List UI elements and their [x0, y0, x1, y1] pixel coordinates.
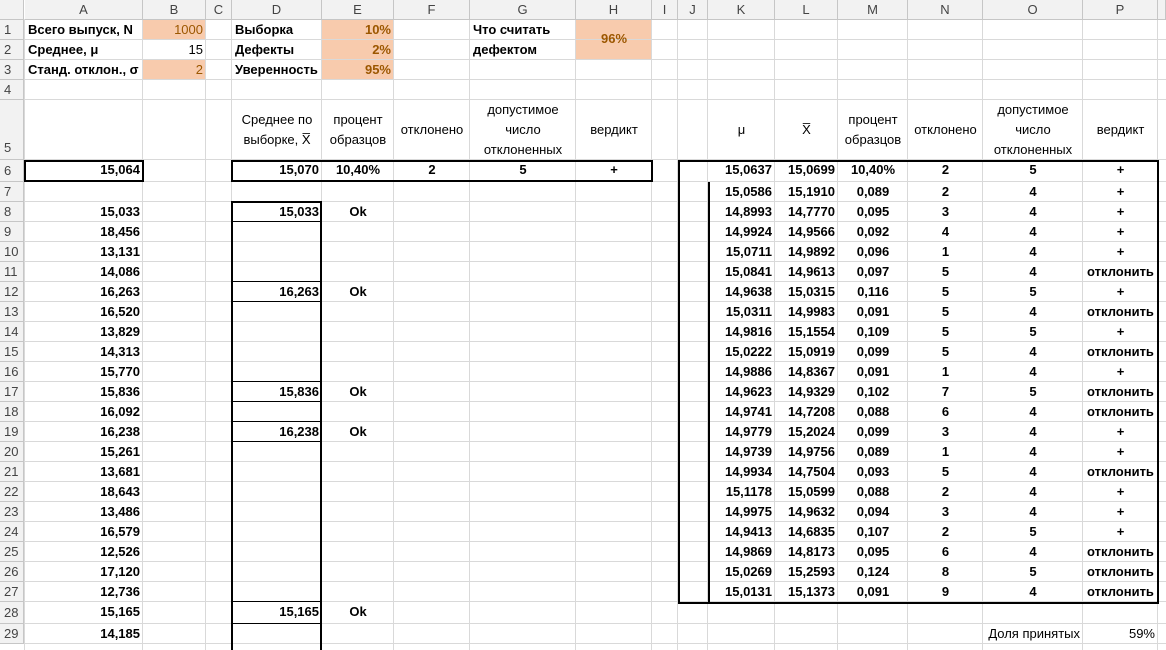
sample-border-bottom [231, 221, 322, 222]
sim-xbar-cell[interactable]: 14,9632 [788, 504, 835, 519]
header-rejected: отклонено [400, 122, 464, 137]
sim-percent-cell[interactable]: 0,099 [856, 344, 890, 359]
row-header-14[interactable]: 14 [0, 322, 24, 342]
measurement-cell[interactable]: 15,165 [100, 604, 140, 619]
sim-verdict-cell[interactable]: + [1116, 284, 1125, 299]
header-sample-percent [322, 110, 394, 150]
param-sigma-label: Станд. отклон., σ [28, 62, 139, 77]
sim-verdict-cell[interactable]: отклонить [1087, 544, 1154, 559]
sample-right-border [320, 202, 322, 650]
header-mu: μ [737, 122, 746, 137]
share-accepted-label: Доля принятых [988, 626, 1080, 641]
sim-xbar-cell[interactable]: 14,9329 [788, 384, 835, 399]
sim-xbar-cell[interactable]: 14,9756 [788, 444, 835, 459]
column-header-h[interactable]: H [576, 0, 652, 20]
sim-mu-cell[interactable]: 14,9924 [725, 224, 772, 239]
param-confidence-label: Уверенность [235, 62, 318, 77]
header-allowed-line2: число [505, 122, 541, 137]
sim-allowed-cell[interactable]: 4 [1029, 224, 1037, 239]
defect-question-line2: дефектом [473, 42, 538, 57]
measurement-cell[interactable]: 12,736 [100, 584, 140, 599]
column-header-e[interactable]: E [322, 0, 394, 20]
measurement-cell[interactable]: 14,086 [100, 264, 140, 279]
sim-verdict-cell[interactable]: отклонить [1087, 304, 1154, 319]
sim-xbar-cell[interactable]: 15,2593 [788, 564, 835, 579]
sim-mu-cell[interactable]: 15,0131 [725, 584, 772, 599]
sim-rejected-cell[interactable]: 5 [941, 264, 950, 279]
column-header-m[interactable]: M [838, 0, 908, 20]
param-sample-label: Выборка [235, 22, 294, 37]
sim-verdict-cell[interactable]: + [1116, 424, 1125, 439]
header-sample-mean-line1: Среднее по [241, 112, 313, 127]
sim-allowed-cell[interactable]: 4 [1029, 344, 1037, 359]
sim-allowed-cell[interactable]: 4 [1029, 244, 1037, 259]
sim-percent-cell[interactable]: 0,088 [856, 404, 890, 419]
row-header-15[interactable]: 15 [0, 342, 24, 362]
sim-rejected-cell[interactable]: 5 [941, 304, 950, 319]
sim-allowed-cell[interactable]: 5 [1029, 324, 1037, 339]
sim-xbar-cell[interactable]: 14,9892 [788, 244, 835, 259]
row-header-19[interactable]: 19 [0, 422, 24, 442]
sim-percent-cell[interactable]: 10,40% [850, 162, 896, 177]
sample-border-bottom [231, 623, 322, 624]
row-header-2[interactable]: 2 [0, 40, 24, 60]
measurement-cell[interactable]: 15,770 [100, 364, 140, 379]
sim-percent-cell[interactable]: 0,089 [856, 184, 890, 199]
measurement-cell[interactable]: 13,131 [100, 244, 140, 259]
sim-mu-cell[interactable]: 14,9413 [725, 524, 772, 539]
sample-mean-cell[interactable]: 15,033 [279, 204, 319, 219]
row-header-12[interactable]: 12 [0, 282, 24, 302]
sim-rejected-cell[interactable]: 2 [941, 484, 950, 499]
sim-allowed-cell[interactable]: 4 [1029, 444, 1037, 459]
sample-border-top [231, 381, 322, 382]
sim-verdict-cell[interactable]: отклонить [1087, 564, 1154, 579]
header-sample-mean [232, 110, 322, 150]
sample-border-top [231, 281, 322, 282]
column-header-k[interactable]: K [708, 0, 775, 20]
sample-status-cell[interactable]: Ok [349, 204, 367, 219]
sim-rejected-cell[interactable]: 6 [941, 544, 950, 559]
gridline-vertical [651, 20, 652, 650]
sim-mu-cell[interactable]: 14,9739 [725, 444, 772, 459]
measurement-cell[interactable]: 18,643 [100, 484, 140, 499]
measurement-cell[interactable]: 16,263 [100, 284, 140, 299]
measurement-cell[interactable]: 13,829 [100, 324, 140, 339]
row-header-10[interactable]: 10 [0, 242, 24, 262]
sim-xbar-cell[interactable]: 15,0315 [788, 284, 835, 299]
column-header-f[interactable]: F [394, 0, 470, 20]
summary-verdict[interactable]: + [610, 162, 618, 177]
param-sigma-value[interactable]: 2 [195, 62, 203, 77]
header-allowed-rejected [470, 100, 576, 160]
sim-xbar-cell[interactable]: 14,8173 [788, 544, 835, 559]
sim-xbar-cell[interactable]: 15,0699 [788, 162, 835, 177]
sim-allowed-cell[interactable]: 4 [1029, 584, 1037, 599]
sim-verdict-cell[interactable]: + [1116, 364, 1125, 379]
summary-sample-mean[interactable]: 15,070 [279, 162, 319, 177]
param-mu-label: Среднее, μ [28, 42, 99, 57]
column-header-a[interactable]: A [25, 0, 143, 20]
measurement-cell[interactable]: 13,486 [100, 504, 140, 519]
sim-allowed-cell[interactable]: 5 [1029, 564, 1037, 579]
sim-percent-cell[interactable]: 0,091 [856, 584, 890, 599]
sim-allowed-cell[interactable]: 4 [1029, 504, 1037, 519]
sim-xbar-cell[interactable]: 14,7208 [788, 404, 835, 419]
column-header-g[interactable]: G [470, 0, 576, 20]
sim-mu-cell[interactable]: 15,0841 [725, 264, 772, 279]
row-header-29[interactable]: 29 [0, 624, 24, 644]
header-sim-allowed-line1: допустимое [997, 102, 1069, 117]
sim-xbar-cell[interactable]: 15,1373 [788, 584, 835, 599]
sim-percent-cell[interactable]: 0,107 [856, 524, 890, 539]
sim-verdict-cell[interactable]: + [1116, 244, 1125, 259]
defect-threshold-value[interactable]: 96% [600, 31, 628, 46]
sim-allowed-cell[interactable]: 4 [1029, 184, 1037, 199]
sim-rejected-cell[interactable]: 5 [941, 284, 950, 299]
sim-xbar-cell[interactable]: 14,9983 [788, 304, 835, 319]
sim-mu-cell[interactable]: 15,0637 [725, 162, 772, 177]
sim-verdict-cell[interactable]: отклонить [1087, 344, 1154, 359]
column-header-l[interactable]: L [775, 0, 838, 20]
sim-mu-cell[interactable]: 14,9886 [725, 364, 772, 379]
sim-mu-cell[interactable]: 14,9623 [725, 384, 772, 399]
sim-verdict-cell[interactable]: + [1116, 184, 1125, 199]
sim-verdict-cell[interactable]: + [1116, 484, 1125, 499]
sim-xbar-cell[interactable]: 14,6835 [788, 524, 835, 539]
sim-rejected-cell[interactable]: 5 [941, 324, 950, 339]
row-header-4[interactable]: 4 [0, 80, 24, 100]
sim-mu-cell[interactable]: 14,9779 [725, 424, 772, 439]
sample-status-cell[interactable]: Ok [349, 284, 367, 299]
row-header-18[interactable]: 18 [0, 402, 24, 422]
row-header-6[interactable]: 6 [0, 160, 24, 182]
sim-allowed-cell[interactable]: 5 [1029, 284, 1037, 299]
row-header-7[interactable]: 7 [0, 182, 24, 202]
sim-allowed-cell[interactable]: 4 [1029, 464, 1037, 479]
sample-status-cell[interactable]: Ok [349, 384, 367, 399]
column-header-d[interactable]: D [232, 0, 322, 20]
sample-status-cell[interactable]: Ok [349, 424, 367, 439]
sim-allowed-cell[interactable]: 5 [1029, 162, 1037, 177]
sim-mu-cell[interactable]: 15,0586 [725, 184, 772, 199]
measurement-cell[interactable]: 12,526 [100, 544, 140, 559]
measurement-cell[interactable]: 16,238 [100, 424, 140, 439]
row-header-27[interactable]: 27 [0, 582, 24, 602]
sim-xbar-cell[interactable]: 15,2024 [788, 424, 835, 439]
row-header-9[interactable]: 9 [0, 222, 24, 242]
sim-percent-cell[interactable]: 0,095 [856, 204, 890, 219]
row-header-25[interactable]: 25 [0, 542, 24, 562]
sim-rejected-cell[interactable]: 6 [941, 404, 950, 419]
sim-rejected-cell[interactable]: 2 [941, 524, 950, 539]
sim-rejected-cell[interactable]: 1 [941, 244, 950, 259]
sim-percent-cell[interactable]: 0,091 [856, 364, 890, 379]
summary-allowed[interactable]: 5 [519, 162, 527, 177]
sim-percent-cell[interactable]: 0,088 [856, 484, 890, 499]
param-defects-label: Дефекты [235, 42, 295, 57]
sim-mu-cell[interactable]: 14,9934 [725, 464, 772, 479]
sim-verdict-cell[interactable]: отклонить [1087, 464, 1154, 479]
sim-percent-cell[interactable]: 0,096 [856, 244, 890, 259]
header-sim-rejected: отклонено [914, 122, 977, 137]
sample-border-top [231, 601, 322, 602]
row-header-24[interactable]: 24 [0, 522, 24, 542]
sim-mu-cell[interactable]: 14,9638 [725, 284, 772, 299]
sample-mean-cell[interactable]: 15,165 [279, 604, 319, 619]
sim-xbar-cell[interactable]: 14,9613 [788, 264, 835, 279]
sample-mean-cell[interactable]: 16,263 [279, 284, 319, 299]
header-sim-allowed [983, 100, 1083, 160]
sim-percent-cell[interactable]: 0,095 [856, 544, 890, 559]
measurement-cell[interactable]: 18,456 [100, 224, 140, 239]
sim-rejected-cell[interactable]: 4 [941, 224, 950, 239]
sim-rejected-cell[interactable]: 3 [941, 504, 950, 519]
sim-verdict-cell[interactable]: + [1116, 324, 1125, 339]
sim-mu-cell[interactable]: 15,0222 [725, 344, 772, 359]
header-sample-percent-line1: процент [333, 112, 383, 127]
measurement-cell[interactable]: 16,520 [100, 304, 140, 319]
header-sim-percent [838, 110, 908, 150]
row-header-11[interactable]: 11 [0, 262, 24, 282]
sim-allowed-cell[interactable]: 4 [1029, 304, 1037, 319]
sim-verdict-cell[interactable]: + [1116, 444, 1125, 459]
param-n-label: Всего выпуск, N [28, 22, 133, 37]
measurement-cell[interactable]: 16,092 [100, 404, 140, 419]
sim-verdict-cell[interactable]: + [1116, 162, 1125, 177]
summary-mean[interactable]: 15,064 [100, 162, 140, 177]
sim-allowed-cell[interactable]: 4 [1029, 204, 1037, 219]
param-confidence-value[interactable]: 95% [364, 62, 391, 77]
sample-mean-cell[interactable]: 16,238 [279, 424, 319, 439]
sim-xbar-cell[interactable]: 14,7770 [788, 204, 835, 219]
sim-mu-cell[interactable]: 14,9816 [725, 324, 772, 339]
sim-verdict-cell[interactable]: + [1116, 224, 1125, 239]
sim-percent-cell[interactable]: 0,109 [856, 324, 890, 339]
sim-percent-cell[interactable]: 0,089 [856, 444, 890, 459]
sim-rejected-cell[interactable]: 5 [941, 464, 950, 479]
header-sim-allowed-line3: отклоненных [993, 142, 1073, 157]
measurement-cell[interactable]: 13,681 [100, 464, 140, 479]
sim-percent-cell[interactable]: 0,094 [856, 504, 890, 519]
header-allowed-line3: отклоненных [483, 142, 563, 157]
sim-allowed-cell[interactable]: 4 [1029, 404, 1037, 419]
column-header-b[interactable]: B [143, 0, 206, 20]
column-header-c[interactable]: C [206, 0, 232, 20]
measurement-cell[interactable]: 17,120 [100, 564, 140, 579]
summary-rejected[interactable]: 2 [428, 162, 436, 177]
sim-percent-cell[interactable]: 0,091 [856, 304, 890, 319]
sim-mu-cell[interactable]: 15,1178 [725, 484, 772, 499]
sim-xbar-cell[interactable]: 15,0599 [788, 484, 835, 499]
sim-mu-cell[interactable]: 15,0269 [725, 564, 772, 579]
sim-allowed-cell[interactable]: 5 [1029, 384, 1037, 399]
sim-percent-cell[interactable]: 0,102 [856, 384, 890, 399]
sim-allowed-cell[interactable]: 4 [1029, 484, 1037, 499]
sim-allowed-cell[interactable]: 4 [1029, 424, 1037, 439]
header-sample-mean-line2: выборке, X̅ [243, 132, 311, 147]
row-header-13[interactable]: 13 [0, 302, 24, 322]
sim-xbar-cell[interactable]: 14,9566 [788, 224, 835, 239]
row-header-28[interactable]: 28 [0, 602, 24, 624]
sim-percent-cell[interactable]: 0,099 [856, 424, 890, 439]
row-header-21[interactable]: 21 [0, 462, 24, 482]
header-sim-allowed-line2: число [1015, 122, 1051, 137]
share-accepted-value[interactable]: 59% [1128, 626, 1155, 641]
sim-rejected-cell[interactable]: 3 [941, 424, 950, 439]
row-header-3[interactable]: 3 [0, 60, 24, 80]
sim-percent-cell[interactable]: 0,092 [856, 224, 890, 239]
sample-border-top [231, 421, 322, 422]
sim-mu-cell[interactable]: 15,0311 [725, 304, 772, 319]
row-header-22[interactable]: 22 [0, 482, 24, 502]
sim-rejected-cell[interactable]: 2 [941, 162, 950, 177]
row-header-1[interactable]: 1 [0, 20, 24, 40]
sim-mu-cell[interactable]: 14,9869 [725, 544, 772, 559]
column-header-filler [1158, 0, 1166, 20]
header-sim-percent-line1: процент [848, 112, 898, 127]
sample-left-border [231, 202, 233, 650]
sim-xbar-cell[interactable]: 14,8367 [788, 364, 835, 379]
row-header-26[interactable]: 26 [0, 562, 24, 582]
row-header-23[interactable]: 23 [0, 502, 24, 522]
simulation-inner-border [708, 182, 710, 604]
select-all-corner[interactable] [0, 0, 24, 20]
column-header-o[interactable]: O [983, 0, 1083, 20]
sim-mu-cell[interactable]: 14,9975 [725, 504, 772, 519]
sample-border-bottom [231, 441, 322, 442]
measurement-cell[interactable]: 15,261 [100, 444, 140, 459]
sim-mu-cell[interactable]: 14,9741 [725, 404, 772, 419]
header-xbar: X̅ [802, 122, 811, 137]
sim-verdict-cell[interactable]: отклонить [1087, 264, 1154, 279]
measurement-cell[interactable]: 16,579 [100, 524, 140, 539]
summary-sample-percent[interactable]: 10,40% [335, 162, 381, 177]
measurement-cell[interactable]: 14,313 [100, 344, 140, 359]
gridline-vertical [205, 20, 206, 650]
row-header-17[interactable]: 17 [0, 382, 24, 402]
sim-allowed-cell[interactable]: 4 [1029, 364, 1037, 379]
param-defects-value[interactable]: 2% [372, 42, 391, 57]
sim-verdict-cell[interactable]: отклонить [1087, 404, 1154, 419]
header-sample-percent-line2: образцов [329, 132, 387, 147]
header-sim-verdict: вердикт [1096, 122, 1145, 137]
sim-rejected-cell[interactable]: 1 [941, 444, 950, 459]
sim-verdict-cell[interactable]: отклонить [1087, 584, 1154, 599]
sim-mu-cell[interactable]: 15,0711 [725, 244, 772, 259]
sim-rejected-cell[interactable]: 8 [941, 564, 950, 579]
sim-verdict-cell[interactable]: + [1116, 204, 1125, 219]
sample-status-cell[interactable]: Ok [349, 604, 367, 619]
sim-allowed-cell[interactable]: 4 [1029, 264, 1037, 279]
sim-xbar-cell[interactable]: 15,1910 [788, 184, 835, 199]
row-header-5[interactable]: 5 [0, 100, 24, 160]
param-n-value[interactable]: 1000 [174, 22, 203, 37]
sim-rejected-cell[interactable]: 3 [941, 204, 950, 219]
sim-allowed-cell[interactable]: 4 [1029, 544, 1037, 559]
sim-percent-cell[interactable]: 0,097 [856, 264, 890, 279]
sim-verdict-cell[interactable]: + [1116, 524, 1125, 539]
column-header-n[interactable]: N [908, 0, 983, 20]
sample-border-bottom [231, 401, 322, 402]
sim-rejected-cell[interactable]: 5 [941, 344, 950, 359]
sample-border-bottom [231, 301, 322, 302]
defect-question-line1: Что считать [473, 22, 551, 37]
header-sim-percent-line2: образцов [844, 132, 902, 147]
sim-xbar-cell[interactable]: 14,7504 [788, 464, 835, 479]
sim-percent-cell[interactable]: 0,093 [856, 464, 890, 479]
param-mu-value[interactable]: 15 [188, 42, 203, 57]
sim-rejected-cell[interactable]: 2 [941, 184, 950, 199]
sim-allowed-cell[interactable]: 5 [1029, 524, 1037, 539]
sim-verdict-cell[interactable]: + [1116, 504, 1125, 519]
measurement-cell[interactable]: 14,185 [100, 626, 140, 641]
sample-mean-cell[interactable]: 15,836 [279, 384, 319, 399]
column-header-i[interactable]: I [652, 0, 678, 20]
gridline-vertical [677, 20, 678, 650]
column-header-p[interactable]: P [1083, 0, 1158, 20]
param-sample-value[interactable]: 10% [364, 22, 391, 37]
sim-percent-cell[interactable]: 0,116 [857, 284, 889, 299]
header-verdict: вердикт [590, 122, 638, 137]
measurement-cell[interactable]: 15,033 [100, 204, 140, 219]
header-allowed-line1: допустимое [487, 102, 559, 117]
row-header-8[interactable]: 8 [0, 202, 24, 222]
column-header-j[interactable]: J [678, 0, 708, 20]
row-header-16[interactable]: 16 [0, 362, 24, 382]
measurement-cell[interactable]: 15,836 [100, 384, 140, 399]
sim-percent-cell[interactable]: 0,124 [856, 564, 890, 579]
sim-rejected-cell[interactable]: 7 [941, 384, 950, 399]
sim-rejected-cell[interactable]: 1 [941, 364, 950, 379]
sim-verdict-cell[interactable]: отклонить [1087, 384, 1154, 399]
sim-xbar-cell[interactable]: 15,1554 [788, 324, 835, 339]
sim-rejected-cell[interactable]: 9 [941, 584, 950, 599]
sim-xbar-cell[interactable]: 15,0919 [788, 344, 835, 359]
sample-border-top [231, 201, 322, 203]
row-header-20[interactable]: 20 [0, 442, 24, 462]
sim-mu-cell[interactable]: 14,8993 [725, 204, 772, 219]
